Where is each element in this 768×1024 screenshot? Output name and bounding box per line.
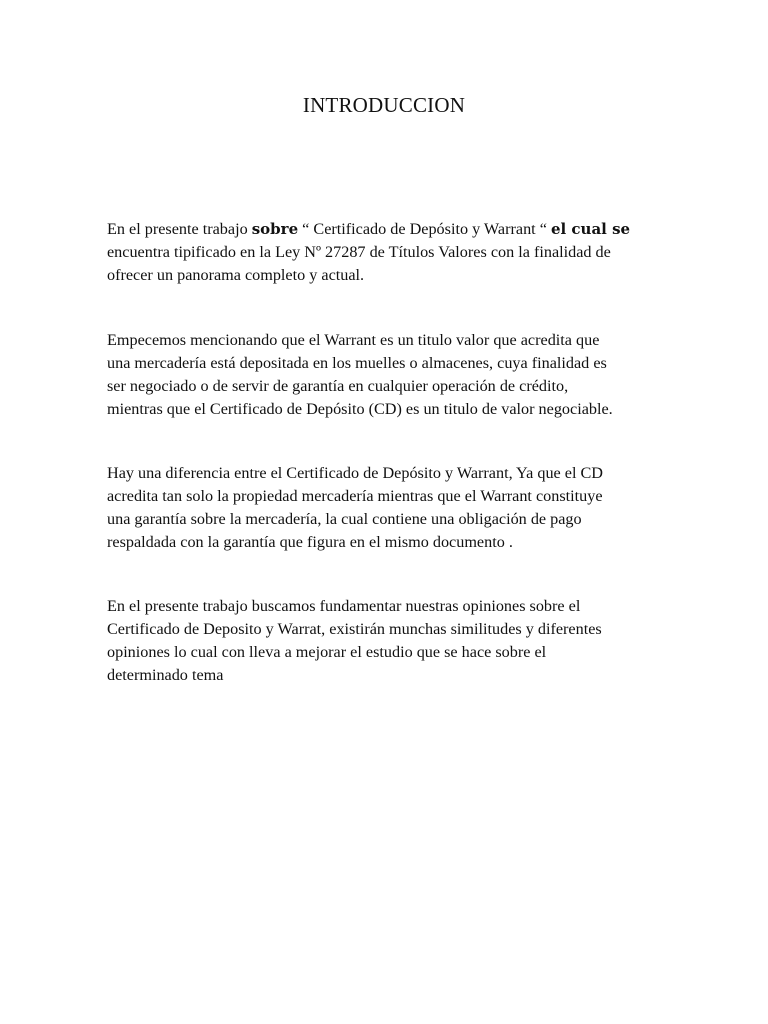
paragraph-difference: [107, 462, 667, 554]
paragraph-line: una mercadería está depositada en los muelles o almacenes, cuya finalidad es: [107, 354, 607, 372]
page-title: INTRODUCCION: [302, 93, 466, 117]
bold-text-run: el cual se: [550, 220, 631, 238]
paragraph-line: Empecemos mencionando que el Warrant es un titulo valor que acredita que: [107, 331, 600, 349]
bold-text-run: sobre: [251, 220, 299, 238]
paragraph-warrant-definition: [107, 329, 667, 421]
paragraph-line: determinado tema: [107, 666, 224, 684]
paragraph-line: ser negociado o de servir de garantía en cualquier operación de crédito,: [107, 377, 569, 395]
paragraph-line: Hay una diferencia entre el Certificado de Depósito y Warrant, Ya que el CD: [107, 464, 603, 482]
paragraph-line: Certificado de Deposito y Warrat, existirán munchas similitudes y diferentes: [107, 620, 602, 638]
paragraph-line: ofrecer un panorama completo y actual.: [107, 266, 365, 284]
paragraph-line: [107, 218, 667, 241]
text-run: En el presente trabajo: [107, 220, 252, 238]
paragraph-line: una garantía sobre la mercadería, la cual contiene una obligación de pago: [107, 510, 582, 528]
paragraph-line: mientras que el Certificado de Depósito (CD) es un titulo de valor negociable.: [107, 400, 613, 418]
paragraph-line: opiniones lo cual con lleva a mejorar el estudio que se hace sobre el: [107, 643, 547, 661]
paragraph-line: respaldada con la garantía que figura en el mismo documento .: [107, 533, 513, 551]
paragraph-purpose: [107, 595, 667, 687]
paragraph-intro: [107, 218, 667, 287]
text-run: “ Certificado de Depósito y Warrant “: [298, 220, 551, 238]
paragraph-line: En el presente trabajo buscamos fundamentar nuestras opiniones sobre el: [107, 597, 581, 615]
paragraph-line: acredita tan solo la propiedad mercadería mientras que el Warrant constituye: [107, 487, 603, 505]
paragraph-line: encuentra tipificado en la Ley Nº 27287 de Títulos Valores con la finalidad de: [107, 243, 611, 261]
